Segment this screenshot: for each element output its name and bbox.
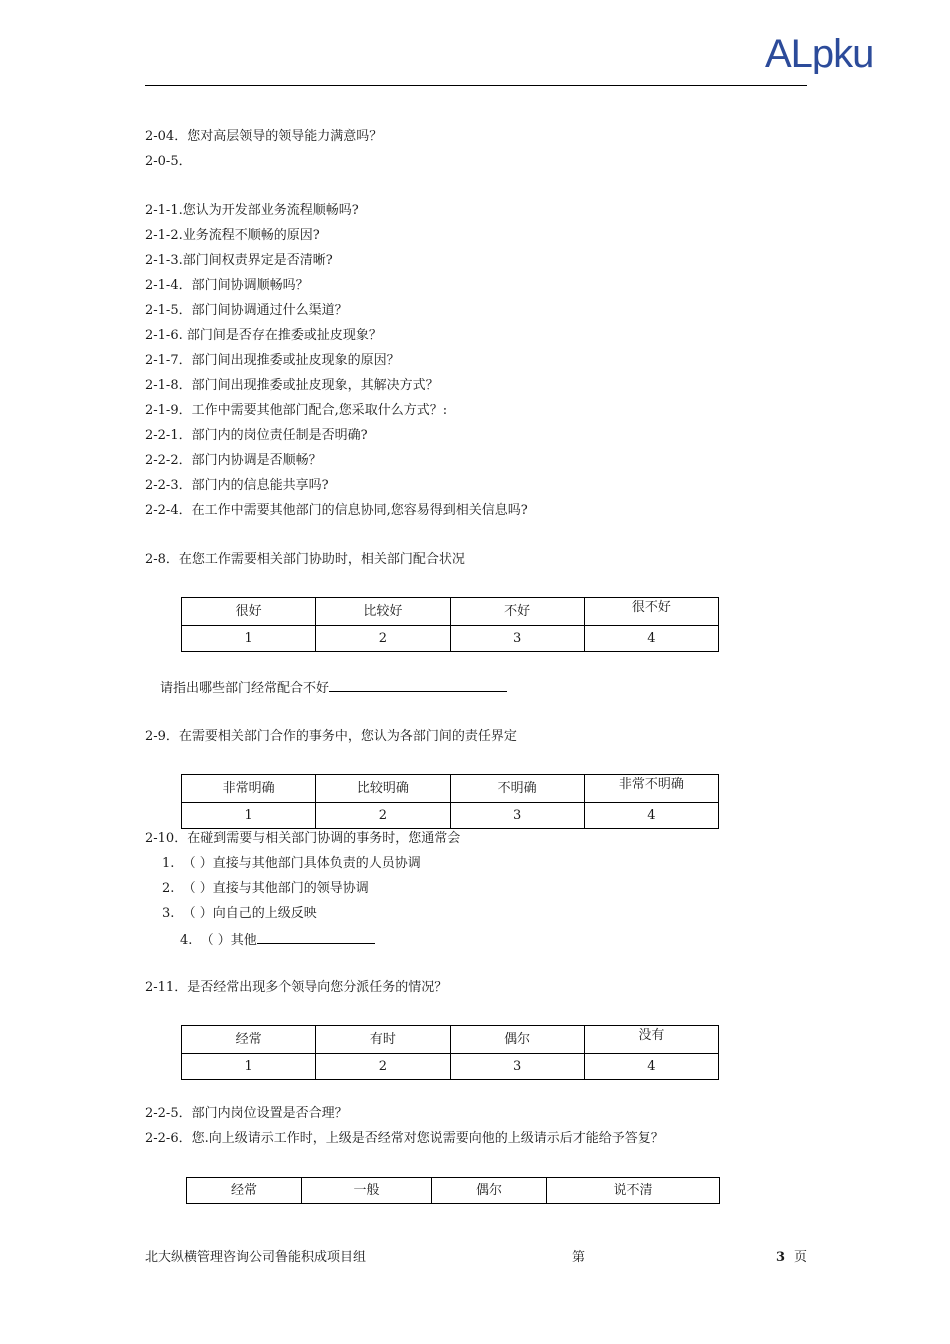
- question-2-2-5: 2-2-5．部门内岗位设置是否合理？: [145, 1106, 348, 1121]
- option-number: 3.: [162, 906, 175, 921]
- question-2-1-8: 2-1-8．部门间出现推委或扯皮现象，其解决方式？: [145, 378, 439, 393]
- question-2-2-3: 2-2-3．部门内的信息能共享吗?: [145, 478, 329, 493]
- table-row-scores: [182, 803, 719, 829]
- table-cell: 很不好: [584, 598, 718, 626]
- rating-table-2-8: [181, 597, 719, 652]
- answer-blank[interactable]: [257, 930, 375, 944]
- option-number: 1.: [162, 856, 175, 871]
- rating-table-2-11: [181, 1025, 719, 1080]
- footer-page-number: 3: [776, 1250, 786, 1265]
- table-cell: 不明确: [450, 775, 584, 803]
- answer-blank[interactable]: [329, 678, 507, 692]
- table-row-scores: [182, 1054, 719, 1080]
- table-row-labels: [187, 1178, 720, 1204]
- table-row-labels: [182, 1026, 719, 1054]
- question-2-11: 2-11．是否经常出现多个领导向您分派任务的情况？: [145, 980, 448, 995]
- question-2-1-2: 2-1-2.业务流程不顺畅的原因?: [145, 228, 320, 243]
- option-number: 2.: [162, 881, 175, 896]
- question-2-8-note: [160, 678, 507, 698]
- table-cell: 3: [450, 626, 584, 652]
- question-2-1-9: 2-1-9．工作中需要其他部门配合,您采取什么方式？:: [145, 403, 448, 418]
- table-cell: 3: [450, 1054, 584, 1080]
- question-2-0-5: 2-0-5．: [145, 154, 192, 169]
- company-logo: [765, 34, 890, 74]
- question-2-8: 2-8．在您工作需要相关部门协助时，相关部门配合状况: [145, 552, 465, 567]
- footer-page-suffix: 页: [794, 1250, 808, 1265]
- question-2-9: 2-9．在需要相关部门合作的事务中，您认为各部门间的责任界定: [145, 729, 517, 744]
- footer-page-prefix: 第: [572, 1250, 586, 1265]
- question-2-1-6: 2-1-6. 部门间是否存在推委或扯皮现象？: [145, 328, 382, 343]
- table-cell: 1: [182, 626, 316, 652]
- rating-table-2-2-6: [186, 1177, 720, 1204]
- header-rule: [145, 85, 807, 86]
- table-cell: 没有: [584, 1026, 718, 1054]
- question-2-1-7: 2-1-7．部门间出现推委或扯皮现象的原因？: [145, 353, 400, 368]
- question-2-1-4: 2-1-4．部门间协调顺畅吗？: [145, 278, 309, 293]
- table-cell: 经常: [187, 1178, 302, 1204]
- table-cell: 3: [450, 803, 584, 829]
- option-item[interactable]: [162, 880, 369, 898]
- question-2-1-5: 2-1-5．部门间协调通过什么渠道？: [145, 303, 348, 318]
- question-2-2-2: 2-2-2．部门内协调是否顺畅？: [145, 453, 322, 468]
- question-2-10: 2-10．在碰到需要与相关部门协调的事务时，您通常会: [145, 831, 461, 846]
- table-cell: 非常明确: [182, 775, 316, 803]
- note-text: 请指出哪些部门经常配合不好: [160, 681, 330, 696]
- table-cell: 4: [584, 626, 718, 652]
- question-2-1-1: 2-1-1.您认为开发部业务流程顺畅吗?: [145, 203, 359, 218]
- table-cell: 2: [316, 803, 450, 829]
- table-cell: 4: [584, 803, 718, 829]
- table-cell: 2: [316, 1054, 450, 1080]
- table-cell: 1: [182, 803, 316, 829]
- option-number: 4.: [180, 933, 193, 948]
- table-cell: 很好: [182, 598, 316, 626]
- option-text: （ ）直接与其他部门的领导协调: [182, 881, 369, 896]
- rating-table-2-9: [181, 774, 719, 829]
- question-2-2-1: 2-2-1．部门内的岗位责任制是否明确?: [145, 428, 368, 443]
- table-cell: 说不清: [547, 1178, 720, 1204]
- table-cell: 4: [584, 1054, 718, 1080]
- option-item[interactable]: [180, 930, 375, 950]
- table-row-scores: [182, 626, 719, 652]
- table-cell: 不好: [450, 598, 584, 626]
- table-cell: 一般: [302, 1178, 432, 1204]
- table-cell: 非常不明确: [584, 775, 718, 803]
- logo-text: ALpku: [765, 34, 874, 74]
- question-2-2-6: 2-2-6．您.向上级请示工作时，上级是否经常对您说需要向他的上级请示后才能给予答复？: [145, 1131, 664, 1146]
- question-2-1-3: 2-1-3.部门间权责界定是否清晰?: [145, 253, 333, 268]
- table-cell: 经常: [182, 1026, 316, 1054]
- question-2-04: 2-04．您对高层领导的领导能力满意吗？: [145, 129, 383, 144]
- option-item[interactable]: [162, 905, 317, 923]
- table-row-labels: [182, 598, 719, 626]
- table-cell: 偶尔: [450, 1026, 584, 1054]
- option-item[interactable]: [162, 855, 421, 873]
- table-cell: 比较明确: [316, 775, 450, 803]
- table-cell: 比较好: [316, 598, 450, 626]
- table-cell: 偶尔: [432, 1178, 547, 1204]
- option-text: （ ）向自己的上级反映: [182, 906, 317, 921]
- table-cell: 有时: [316, 1026, 450, 1054]
- table-cell: 1: [182, 1054, 316, 1080]
- table-row-labels: [182, 775, 719, 803]
- option-text: （ ）直接与其他部门具体负责的人员协调: [182, 856, 421, 871]
- footer-org: 北大纵横管理咨询公司鲁能积成项目组: [145, 1250, 367, 1265]
- question-2-2-4: 2-2-4．在工作中需要其他部门的信息协同,您容易得到相关信息吗?: [145, 503, 528, 518]
- option-text: （ ）其他: [200, 933, 257, 948]
- table-cell: 2: [316, 626, 450, 652]
